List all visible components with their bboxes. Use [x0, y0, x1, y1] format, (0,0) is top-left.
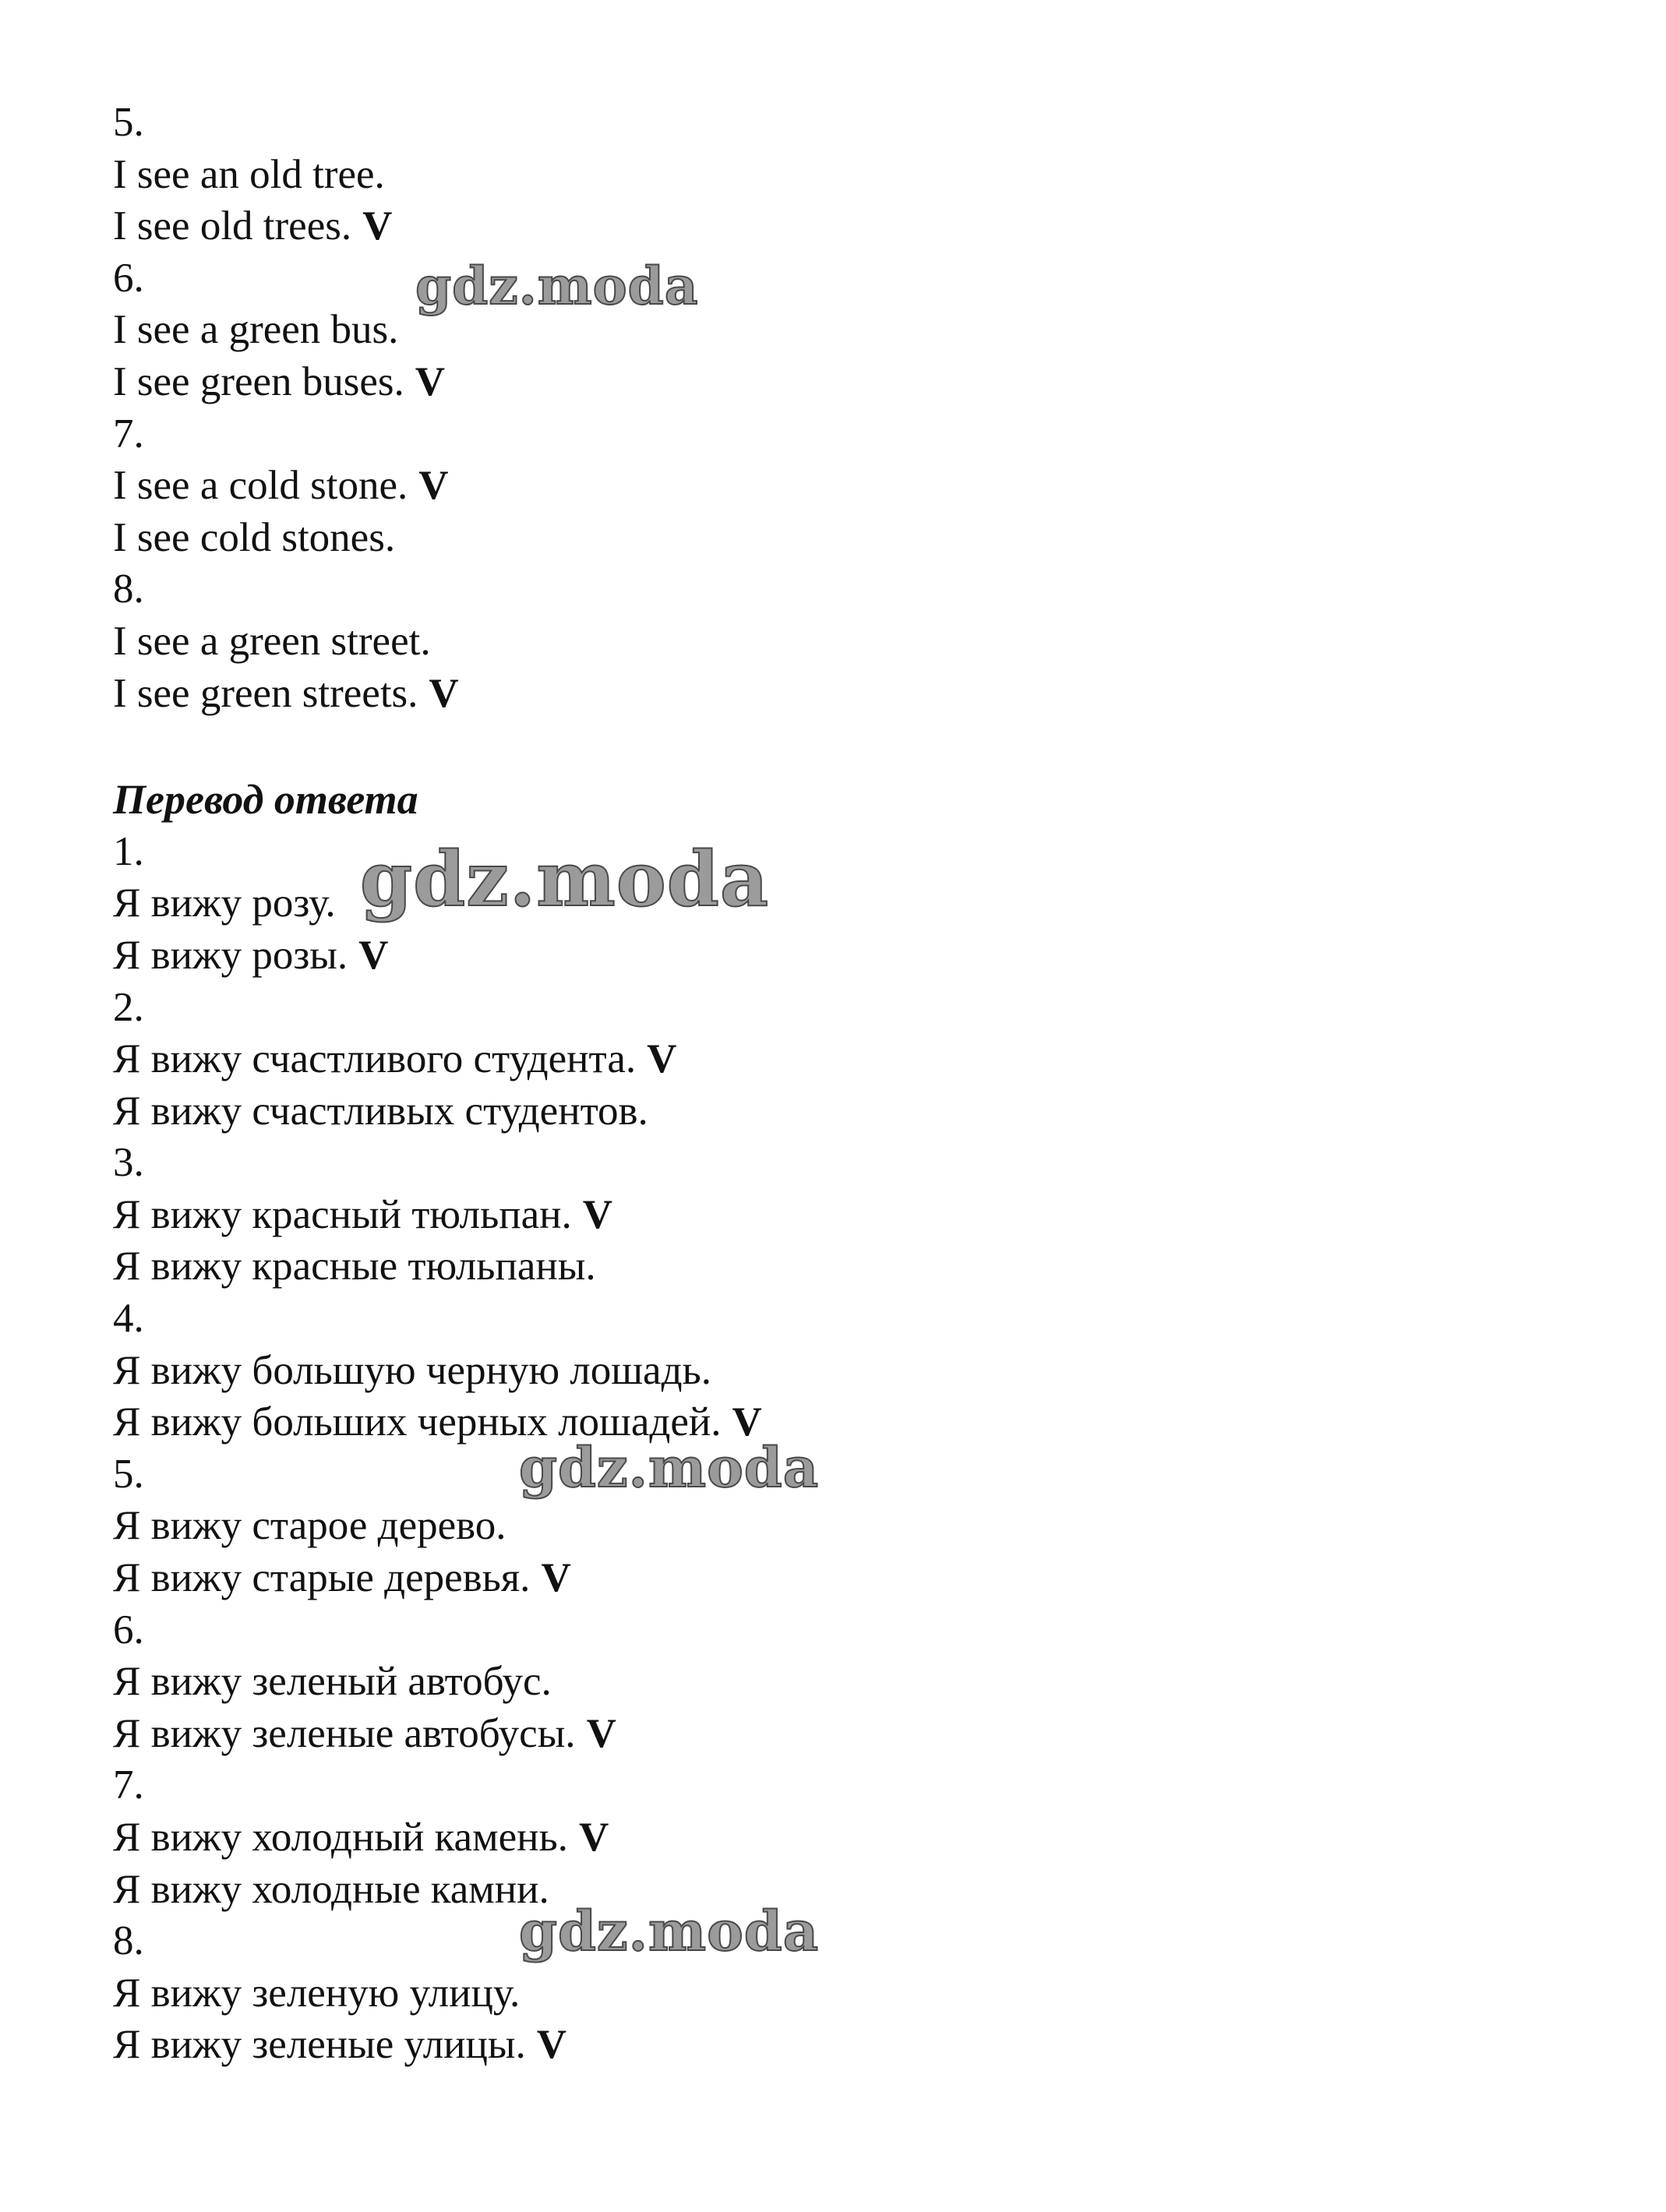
correct-mark: V — [578, 1815, 609, 1860]
answer-text: Я вижу больших черных лошадей. — [113, 1399, 722, 1445]
answer-text: Я вижу счастливых студентов. — [113, 1088, 648, 1134]
answer-text: Я вижу холодный камень. — [113, 1815, 568, 1860]
question-number: 3. — [113, 1140, 144, 1186]
answer-option — [113, 1864, 1594, 1916]
answer-text: Я вижу розу. — [113, 880, 336, 926]
answer-text: I see cold stones. — [113, 514, 396, 560]
watermark-logo: gdz.moda — [415, 256, 699, 316]
answer-option — [113, 1812, 1594, 1864]
question-number: 7. — [113, 411, 144, 457]
answer-text: Я вижу зеленый автобус. — [113, 1659, 552, 1705]
answer-text: Я вижу зеленую улицу. — [113, 1970, 521, 2016]
question-number: 6. — [113, 255, 144, 301]
question-number: 8. — [113, 1918, 144, 1964]
answer-option — [113, 616, 1594, 668]
english-answers — [113, 97, 1594, 719]
answer-option — [113, 668, 1594, 720]
answer-option — [113, 1396, 1594, 1448]
answer-option — [113, 1552, 1594, 1604]
answer-text: I see a green bus. — [113, 307, 399, 353]
answer-content — [113, 97, 1594, 2071]
correct-mark: V — [582, 1191, 613, 1237]
answer-text: I see a cold stone. — [113, 463, 408, 509]
watermark-logo: gdz.moda — [519, 1899, 820, 1963]
correct-mark: V — [358, 932, 389, 978]
answer-option — [113, 1033, 1594, 1085]
watermark-logo: gdz.moda — [360, 835, 770, 923]
answer-text: Я вижу старое дерево. — [113, 1503, 507, 1549]
correct-mark: V — [586, 1710, 616, 1756]
answer-option — [113, 877, 1594, 930]
answer-text: Я вижу большую черную лошадь. — [113, 1347, 711, 1393]
answer-text: Я вижу красные тюльпаны. — [113, 1244, 596, 1289]
correct-mark: V — [362, 203, 393, 249]
answer-option — [113, 930, 1594, 982]
question-number: 5. — [113, 100, 144, 145]
answer-text: Я вижу холодные камни. — [113, 1866, 549, 1912]
question-number: 7. — [113, 1762, 144, 1808]
answer-text: Я вижу красный тюльпан. — [113, 1191, 572, 1237]
answer-option — [113, 1345, 1594, 1397]
answer-option — [113, 1085, 1594, 1138]
question-number: 8. — [113, 566, 144, 612]
answer-option — [113, 512, 1594, 564]
correct-mark: V — [647, 1036, 677, 1082]
question-number: 4. — [113, 1296, 144, 1342]
answer-option — [113, 1708, 1594, 1760]
answer-text: I see green streets. — [113, 670, 418, 716]
answer-text: I see green buses. — [113, 358, 404, 404]
answer-text: Я вижу розы. — [113, 932, 348, 978]
translation-answers — [113, 826, 1594, 2071]
answer-option — [113, 1500, 1594, 1552]
answer-text: Я вижу зеленые автобусы. — [113, 1710, 576, 1756]
question-number: 5. — [113, 1451, 144, 1497]
answer-option — [113, 2019, 1594, 2071]
answer-option — [113, 1967, 1594, 2020]
answer-text: Я вижу счастливого студента. — [113, 1036, 637, 1082]
answer-option — [113, 304, 1594, 356]
answer-option — [113, 1189, 1594, 1241]
correct-mark: V — [732, 1399, 762, 1445]
correct-mark: V — [415, 358, 446, 404]
answer-text: Я вижу старые деревья. — [113, 1555, 531, 1601]
answer-text: Я вижу зеленые улицы. — [113, 2022, 526, 2068]
answer-option — [113, 1240, 1594, 1293]
watermark-logo: gdz.moda — [519, 1435, 820, 1500]
correct-mark: V — [418, 463, 449, 509]
answer-text: I see an old tree. — [113, 151, 385, 197]
answer-option — [113, 149, 1594, 201]
answer-option — [113, 460, 1594, 512]
question-number: 1. — [113, 828, 144, 874]
question-number: 6. — [113, 1607, 144, 1653]
correct-mark: V — [536, 2022, 567, 2068]
translation-heading: Перевод ответа — [113, 776, 418, 824]
answer-option — [113, 1656, 1594, 1708]
correct-mark: V — [541, 1555, 571, 1601]
answer-option — [113, 356, 1594, 408]
section-gap — [113, 719, 1594, 774]
answer-text: I see old trees. — [113, 203, 352, 249]
question-number: 2. — [113, 984, 144, 1030]
answer-option — [113, 200, 1594, 252]
answer-text: I see a green street. — [113, 618, 431, 664]
correct-mark: V — [429, 670, 459, 716]
